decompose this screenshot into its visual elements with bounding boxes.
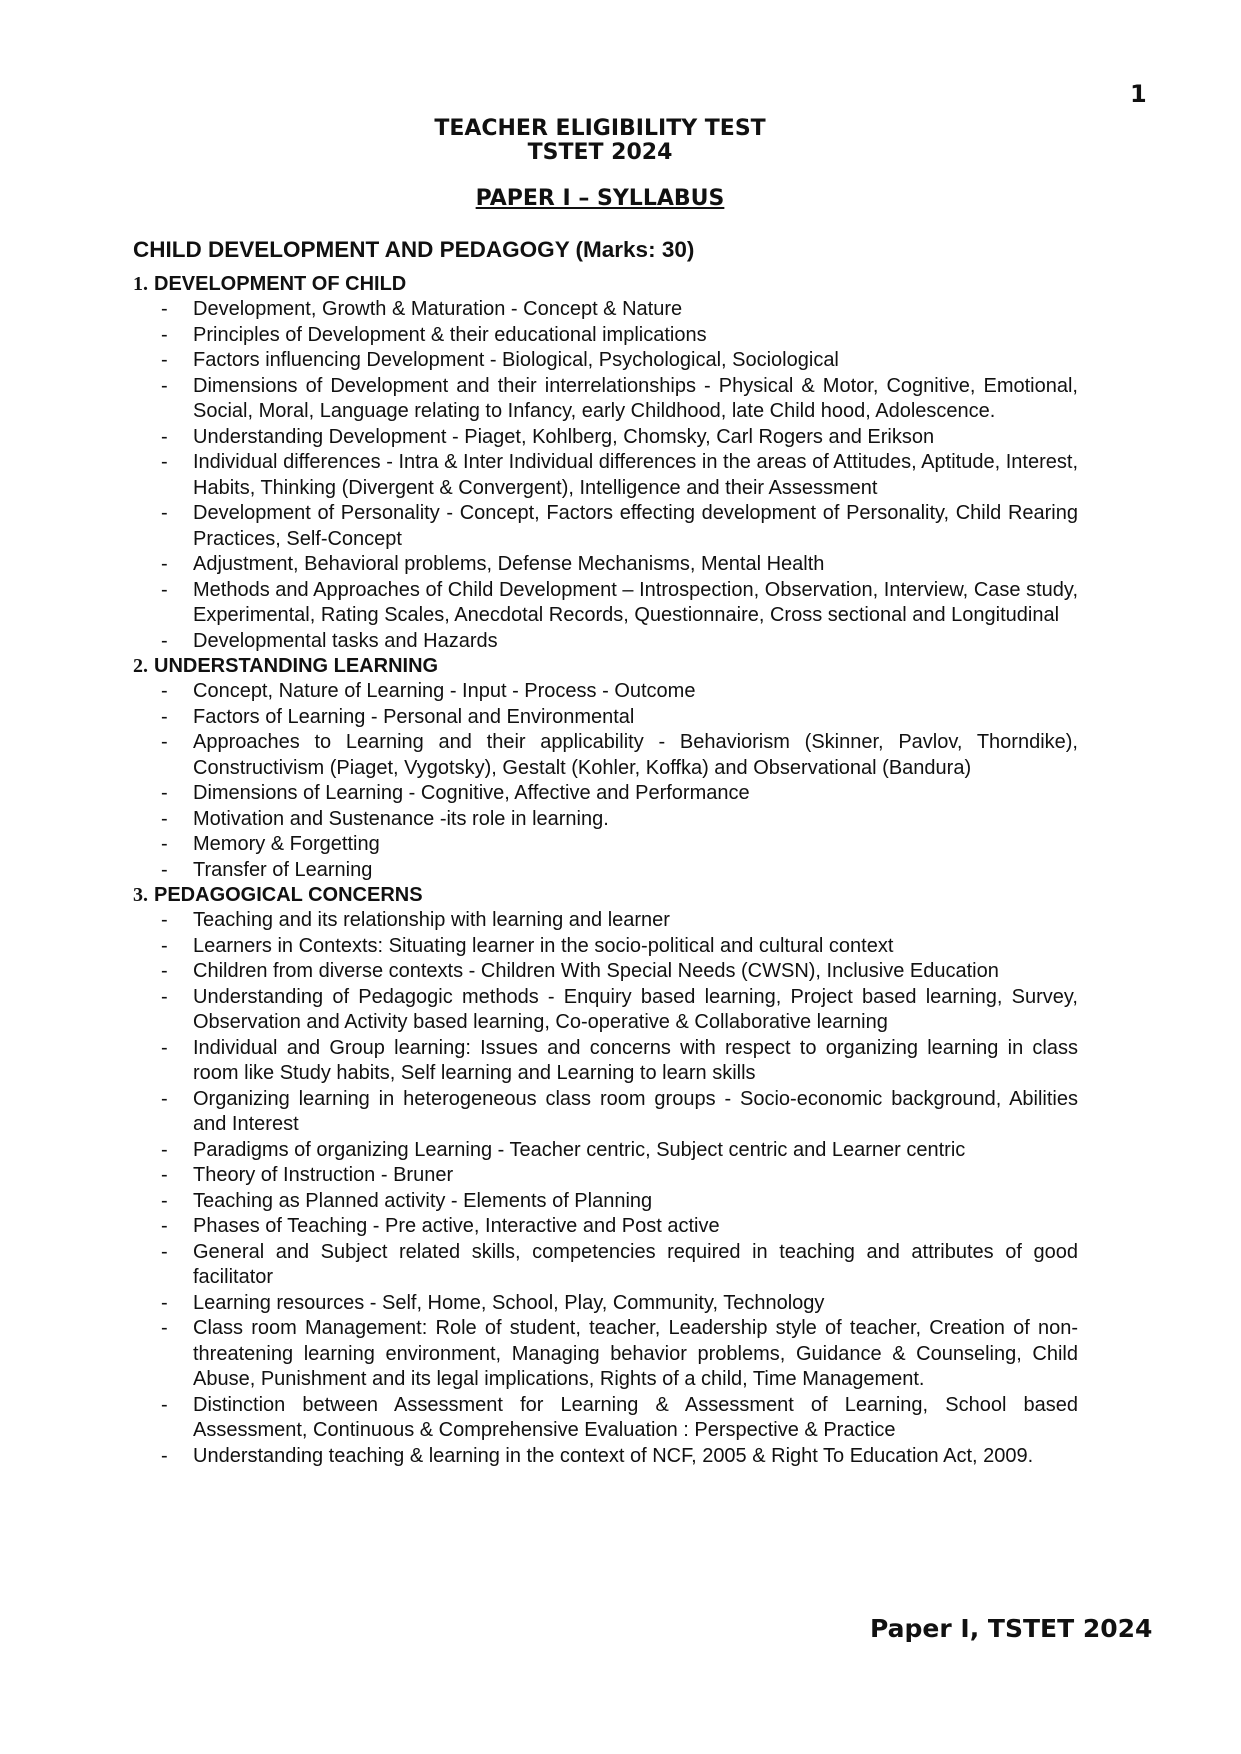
- page-number: 1: [1130, 80, 1147, 108]
- list-item: [133, 501, 1078, 552]
- list-item-text: Paradigms of organizing Learning - Teacher centric, Subject centric and Learner centric: [193, 1138, 966, 1161]
- list-item: [133, 1240, 1078, 1291]
- dash-bullet-icon: -: [161, 298, 168, 320]
- unit-items: [133, 679, 1078, 883]
- list-item: [133, 1291, 1078, 1317]
- list-item-text: General and Subject related skills, competencies required in teaching and attributes of good facilitator: [193, 1240, 1078, 1288]
- dash-bullet-icon: -: [161, 629, 168, 652]
- list-item: [133, 807, 1078, 833]
- list-item-text: Understanding Development - Piaget, Kohlberg, Chomsky, Carl Rogers and Erikson: [193, 425, 935, 448]
- dash-bullet-icon: -: [161, 1189, 168, 1212]
- list-item-text: Individual and Group learning: Issues and concerns with respect to organizing learning in class room like Study habits, Self learning and Learning to learn skills: [193, 1036, 1078, 1084]
- list-item-text: Teaching as Planned activity - Elements of Planning: [193, 1189, 653, 1212]
- list-item: [133, 1163, 1078, 1189]
- list-item: [133, 1087, 1078, 1138]
- list-item: [133, 730, 1078, 781]
- dash-bullet-icon: -: [161, 782, 168, 804]
- unit-heading: [133, 883, 1078, 908]
- list-item: [133, 1316, 1078, 1393]
- list-item: [133, 908, 1078, 934]
- list-item: [133, 1138, 1078, 1164]
- list-item: [133, 297, 1078, 323]
- list-item-text: Children from diverse contexts - Children With Special Needs (CWSN), Inclusive Education: [193, 960, 999, 982]
- list-item: [133, 934, 1078, 960]
- dash-bullet-icon: -: [161, 807, 168, 830]
- list-item: [133, 425, 1078, 451]
- list-item-text: Factors influencing Development - Biological, Psychological, Sociological: [193, 349, 839, 371]
- list-item: [133, 578, 1078, 629]
- dash-bullet-icon: -: [161, 731, 168, 753]
- dash-bullet-icon: -: [161, 323, 168, 346]
- dash-bullet-icon: -: [161, 833, 168, 855]
- dash-bullet-icon: -: [161, 1087, 168, 1110]
- units-list: [133, 272, 1078, 1469]
- unit-number: 2.: [133, 655, 148, 677]
- list-item: [133, 832, 1078, 858]
- list-item-text: Organizing learning in heterogeneous class room groups - Socio-economic background, Abilities and Interest: [193, 1087, 1078, 1135]
- list-item-text: Dimensions of Development and their interrelationships - Physical & Motor, Cognitive, Emotional, Social, Moral, Language relating to Infancy, early Childhood, late Child hood, Adolescence.: [193, 374, 1078, 422]
- unit-title: UNDERSTANDING LEARNING: [154, 655, 439, 677]
- list-item-text: Learning resources - Self, Home, School, Play, Community, Technology: [193, 1291, 825, 1314]
- list-item: [133, 1393, 1078, 1444]
- dash-bullet-icon: -: [161, 909, 168, 931]
- list-item: [133, 348, 1078, 374]
- dash-bullet-icon: -: [161, 858, 168, 881]
- list-item-text: Distinction between Assessment for Learning & Assessment of Learning, School based Assessment, Continuous & Comprehensive Evaluation : Perspective & Practice: [193, 1393, 1078, 1441]
- unit-number: 1.: [133, 273, 148, 295]
- unit-heading: [133, 654, 1078, 679]
- list-item: [133, 552, 1078, 578]
- dash-bullet-icon: -: [161, 1164, 168, 1186]
- dash-bullet-icon: -: [161, 1291, 168, 1314]
- dash-bullet-icon: -: [161, 705, 168, 728]
- list-item: [133, 705, 1078, 731]
- dash-bullet-icon: -: [161, 1138, 168, 1161]
- unit-items: [133, 297, 1078, 654]
- dash-bullet-icon: -: [161, 502, 168, 524]
- list-item-text: Transfer of Learning: [193, 858, 373, 881]
- dash-bullet-icon: -: [161, 960, 168, 982]
- list-item-text: Development of Personality - Concept, Factors effecting development of Personality, Child Rearing Practices, Self-Concept: [193, 502, 1078, 550]
- list-item-text: Teaching and its relationship with learning and learner: [193, 909, 670, 931]
- list-item-text: Memory & Forgetting: [193, 833, 380, 855]
- list-item-text: Understanding of Pedagogic methods - Enquiry based learning, Project based learning, Survey, Observation and Activity based learning, Co-operative & Collaborative learning: [193, 985, 1078, 1033]
- list-item: [133, 323, 1078, 349]
- list-item: [133, 959, 1078, 985]
- unit-title: PEDAGOGICAL CONCERNS: [154, 884, 423, 906]
- list-item: [133, 679, 1078, 705]
- list-item: [133, 629, 1078, 655]
- list-item: [133, 1214, 1078, 1240]
- list-item-text: Dimensions of Learning - Cognitive, Affective and Performance: [193, 782, 750, 804]
- list-item: [133, 781, 1078, 807]
- dash-bullet-icon: -: [161, 1444, 168, 1467]
- list-item-text: Methods and Approaches of Child Development – Introspection, Observation, Interview, Case study, Experimental, Rating Scales, Anecdotal Records, Questionnaire, Cross sectional and Longitudinal: [193, 578, 1078, 626]
- header-paper-syllabus: PAPER I – SYLLABUS: [475, 186, 725, 211]
- dash-bullet-icon: -: [161, 934, 168, 957]
- page-footer: Paper I, TSTET 2024: [870, 1614, 1153, 1643]
- list-item-text: Concept, Nature of Learning - Input - Process - Outcome: [193, 680, 696, 702]
- unit-items: [133, 908, 1078, 1469]
- list-item-text: Approaches to Learning and their applicability - Behaviorism (Skinner, Pavlov, Thorndike), Constructivism (Piaget, Vygotsky), Gestalt (Kohler, Koffka) and Observational (Bandura): [193, 731, 1078, 779]
- list-item: [133, 1189, 1078, 1215]
- unit-heading: [133, 272, 1078, 297]
- header-title: TEACHER ELIGIBILITY TEST: [434, 116, 766, 141]
- list-item: [133, 985, 1078, 1036]
- dash-bullet-icon: -: [161, 578, 168, 601]
- header-exam: TSTET 2024: [527, 140, 673, 165]
- unit-title: DEVELOPMENT OF CHILD: [154, 273, 407, 295]
- list-item-text: Theory of Instruction - Bruner: [193, 1164, 454, 1186]
- dash-bullet-icon: -: [161, 451, 168, 473]
- dash-bullet-icon: -: [161, 553, 168, 575]
- list-item-text: Development, Growth & Maturation - Concept & Nature: [193, 298, 683, 320]
- dash-bullet-icon: -: [161, 1393, 168, 1416]
- document-header: [0, 117, 1200, 211]
- list-item: [133, 858, 1078, 884]
- dash-bullet-icon: -: [161, 985, 168, 1008]
- list-item-text: Phases of Teaching - Pre active, Interactive and Post active: [193, 1215, 720, 1237]
- list-item-text: Factors of Learning - Personal and Environmental: [193, 705, 635, 728]
- dash-bullet-icon: -: [161, 425, 168, 448]
- dash-bullet-icon: -: [161, 349, 168, 371]
- list-item: [133, 374, 1078, 425]
- dash-bullet-icon: -: [161, 374, 168, 397]
- section-title: CHILD DEVELOPMENT AND PEDAGOGY (Marks: 30): [133, 237, 695, 262]
- syllabus-content: [133, 236, 1078, 1469]
- dash-bullet-icon: -: [161, 1240, 168, 1263]
- unit-number: 3.: [133, 884, 148, 906]
- list-item-text: Learners in Contexts: Situating learner in the socio-political and cultural context: [193, 934, 894, 957]
- list-item-text: Class room Management: Role of student, teacher, Leadership style of teacher, Creation of non-threatening learning environment, Managing behavior problems, Guidance & Counseling, Child Abuse, Punishment and its legal implications, Rights of a child, Time Management.: [193, 1317, 1078, 1390]
- list-item-text: Understanding teaching & learning in the context of NCF, 2005 & Right To Education Act, 2009.: [193, 1444, 1034, 1467]
- list-item: [133, 1444, 1078, 1470]
- list-item: [133, 1036, 1078, 1087]
- dash-bullet-icon: -: [161, 1317, 168, 1339]
- list-item-text: Adjustment, Behavioral problems, Defense Mechanisms, Mental Health: [193, 553, 825, 575]
- dash-bullet-icon: -: [161, 1036, 168, 1059]
- list-item-text: Individual differences - Intra & Inter Individual differences in the areas of Attitudes, Aptitude, Interest, Habits, Thinking (Divergent & Convergent), Intelligence and their Assessment: [193, 451, 1078, 499]
- list-item: [133, 450, 1078, 501]
- list-item-text: Developmental tasks and Hazards: [193, 629, 498, 652]
- list-item-text: Principles of Development & their educational implications: [193, 323, 707, 346]
- dash-bullet-icon: -: [161, 680, 168, 702]
- list-item-text: Motivation and Sustenance -its role in learning.: [193, 807, 609, 830]
- dash-bullet-icon: -: [161, 1215, 168, 1237]
